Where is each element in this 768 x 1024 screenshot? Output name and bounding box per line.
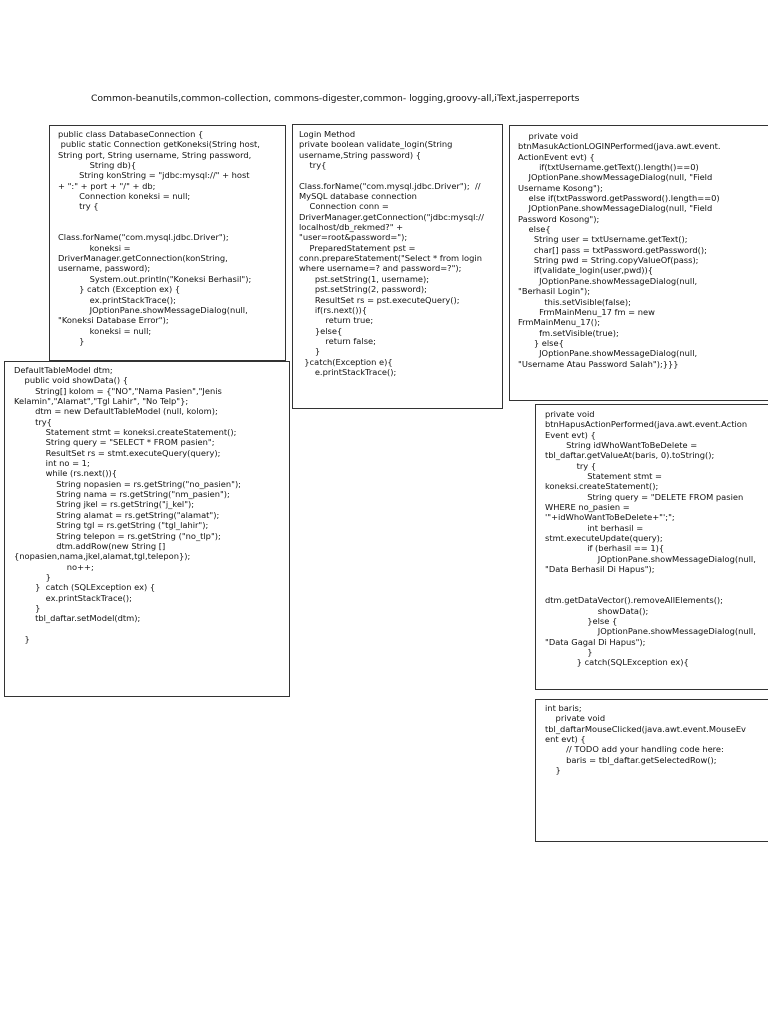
show-data-code: DefaultTableModel dtm; public void showData() { String[] kolom = {"NO","Nama Pasien","Jenis Kelamin","Alamat","Tgl Lahir", "No Telp"}; dtm = new DefaultTableModel (null, kolom); try{ Statement stmt = koneksi.createStatement(); String query = "SELECT * FROM pasien"; ResultSet rs = stmt.executeQuery(query); int no = 1; while (rs.next()){ String nopasien = rs.getString("no_pasien"); String nama = rs.getString("nm_pasien"); String jkel = rs.getString("j_kel"); String alamat = rs.getString("alamat"); String tgl = rs.getString ("tgl_lahir"); String telepon = rs.getString ("no_tlp"); dtm.addRow(new String [] {nopasien,nama,jkel,alamat,tgl,telepon}); no++; } } catch (SQLException ex) { ex.printStackTrace(); } tbl_daftar.setModel(dtm); }: [14, 365, 241, 644]
btn-hapus-code-box: [535, 404, 768, 690]
login-method-code-box: [292, 124, 503, 409]
database-connection-code-box: [49, 125, 286, 361]
btn-masuk-code-box: [509, 125, 768, 401]
show-data-code-box: [4, 361, 290, 697]
library-list-heading: Common-beanutils,common-collection, commons-digester,common- logging,groovy-all,iText,jasperreports: [91, 93, 580, 104]
database-connection-code: public class DatabaseConnection { public static Connection getKoneksi(String host, String port, String username, String password, String db){ String konString = "jdbc:mysql://" + host + ":" + port + "/" + db; Connection koneksi = null; try { Class.forName("com.mysql.jdbc.Driver"); koneksi = DriverManager.getConnection(konString, username, password); System.out.println("Koneksi Berhasil"); } catch (Exception ex) { ex.printStackTrace(); JOptionPane.showMessageDialog(null, "Koneksi Database Error"); koneksi = null; }: [58, 129, 260, 346]
login-method-code: Login Method private boolean validate_login(String username,String password) { try{ Class.forName("com.mysql.jdbc.Driver"); // MySQL database connection Connection conn = DriverManager.getConnection("jdbc:mysql:// localhost/db_rekmed?" + "user=root&password="); PreparedStatement pst = conn.prepareStatement("Select * from login where username=? and password=?"); pst.setString(1, username); pst.setString(2, password); ResultSet rs = pst.executeQuery(); if(rs.next()){ return true; }else{ return false; } }catch(Exception e){ e.printStackTrace();: [299, 129, 484, 377]
btn-hapus-code: private void btnHapusActionPerformed(java.awt.event.Action Event evt) { String idWhoWantToBeDelete = tbl_daftar.getValueAt(baris, 0).toString(); try { Statement stmt = koneksi.createStatement(); String query = "DELETE FROM pasien WHERE no_pasien = '"+idWhoWantToBeDelete+"';"; int berhasil = stmt.executeUpdate(query); if (berhasil == 1){ JOptionPane.showMessageDialog(null, "Data Berhasil Di Hapus"); dtm.getDataVector().removeAllElements(); showData(); }else { JOptionPane.showMessageDialog(null, "Data Gagal Di Hapus"); } } catch(SQLException ex){: [545, 409, 756, 668]
mouse-clicked-code-box: [535, 699, 768, 842]
btn-masuk-code: private void btnMasukActionLOGINPerformed(java.awt.event. ActionEvent evt) { if(txtUsername.getText().length()==0) JOptionPane.showMessageDialog(null, "Field Username Kosong"); else if(txtPassword.getPassword().length==0) JOptionPane.showMessageDialog(null, "Field Password Kosong"); else{ String user = txtUsername.getText(); char[] pass = txtPassword.getPassword(); String pwd = String.copyValueOf(pass); if(validate_login(user,pwd)){ JOptionPane.showMessageDialog(null, "Berhasil Login"); this.setVisible(false); FrmMainMenu_17 fm = new FrmMainMenu_17(); fm.setVisible(true); } else{ JOptionPane.showMessageDialog(null, "Username Atau Password Salah");}}}: [518, 131, 721, 369]
mouse-clicked-code: int baris; private void tbl_daftarMouseClicked(java.awt.event.MouseEv ent evt) { // TODO add your handling code here: baris = tbl_daftar.getSelectedRow(); }: [545, 703, 746, 776]
